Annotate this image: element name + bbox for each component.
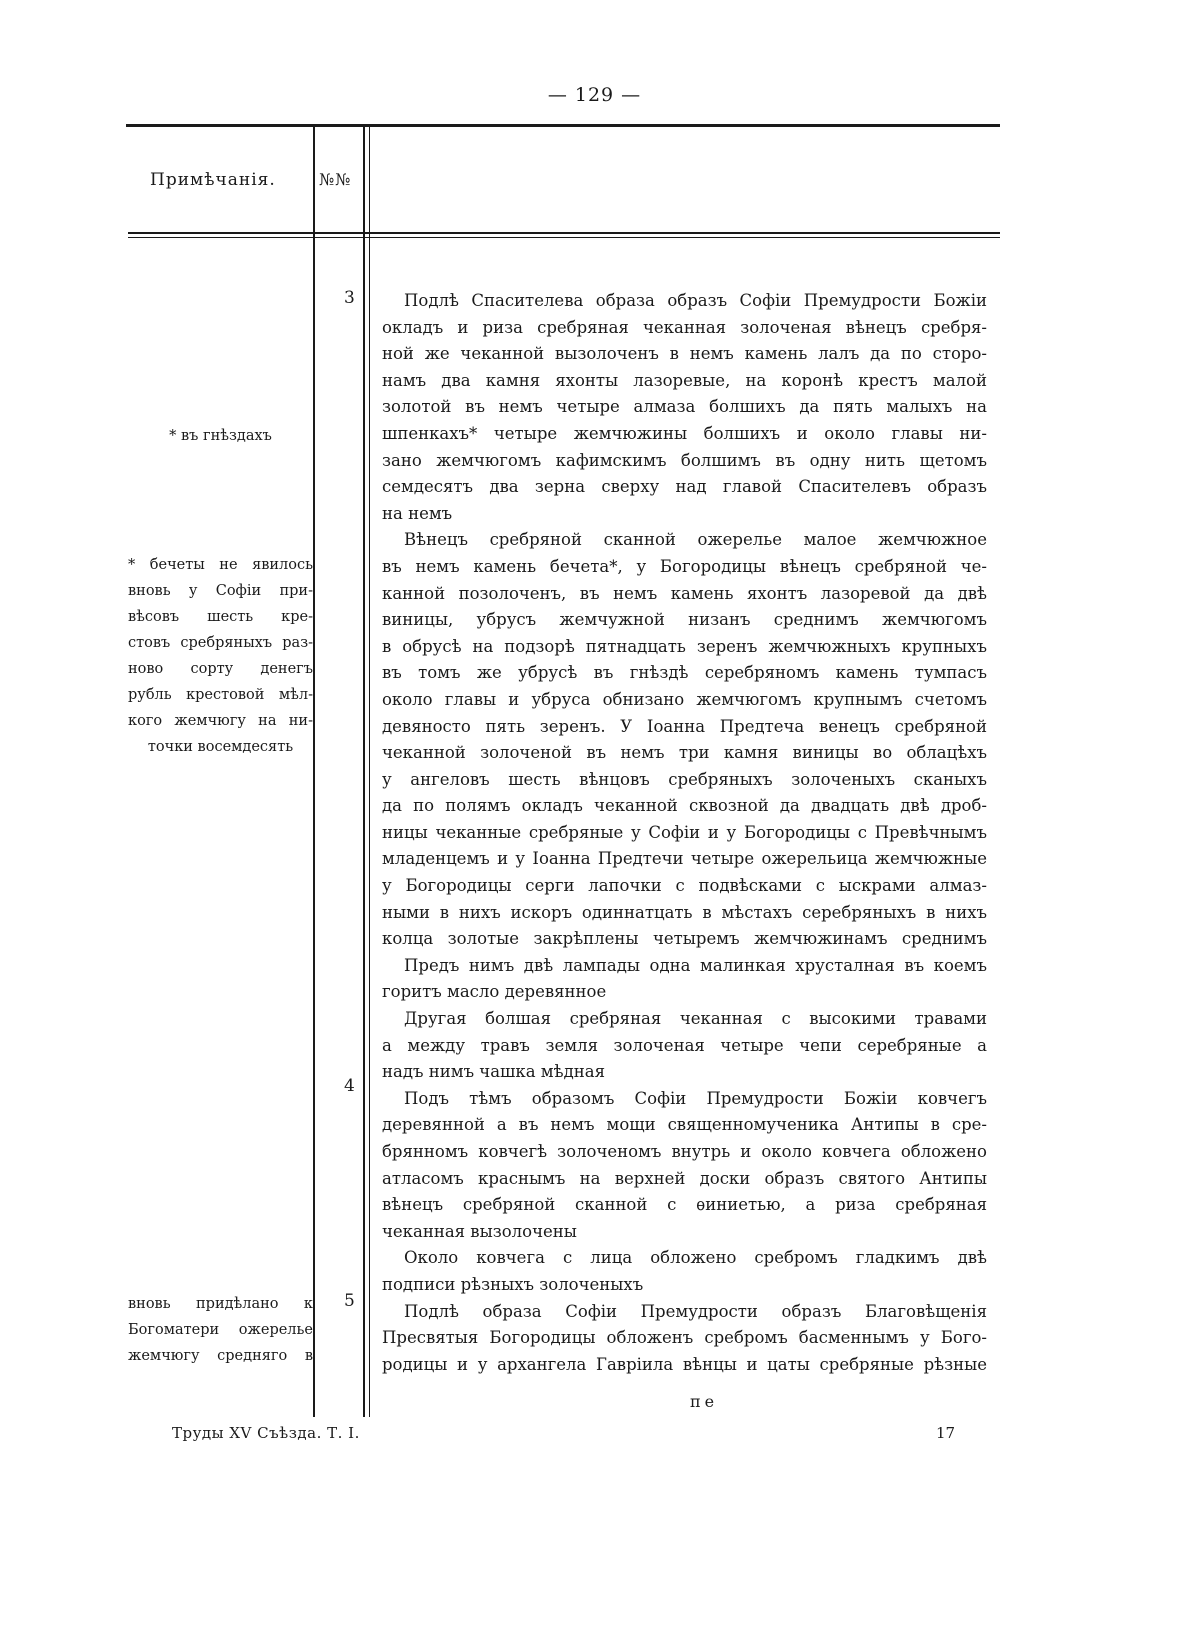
top-rule <box>126 124 1000 127</box>
note-line: Богоматери ожерелье <box>128 1322 313 1338</box>
text-line: у Богородицы серги лапочки с подвѣсками с ыскрами алмаз- <box>382 876 987 896</box>
text-line: младенцемъ и у Іоанна Предтечи четыре ожерельица жемчюжные <box>382 849 987 869</box>
text-line: горитъ масло деревянное <box>382 982 607 1002</box>
paragraph-2 <box>382 527 987 953</box>
text-line: зано жемчюгомъ кафимскимъ болшимъ въ одну нить щетомъ <box>382 450 987 470</box>
paragraph-5 <box>382 1086 987 1246</box>
text-line: виницы, убрусъ жемчужной низанъ среднимъ жемчюгомъ <box>382 610 987 630</box>
note-line: ново сорту денегъ <box>128 661 313 677</box>
note-1 <box>128 423 313 449</box>
text-line: брянномъ ковчегѣ золоченомъ внутрь и около ковчега обложено <box>382 1142 987 1161</box>
paragraph-4 <box>382 1006 987 1086</box>
note-line: стовъ сребряныхъ раз- <box>128 635 313 651</box>
note-line: точки восемдесять <box>147 739 294 755</box>
text-line: въ томъ же убрусѣ въ гнѣздѣ серебряномъ камень тумпасъ <box>382 663 987 683</box>
text-line: вѣнецъ сребряной сканной с ѳиниетью, а риза сребряная <box>382 1195 987 1215</box>
text-line: Подлѣ Спасителева образа образъ Софіи Премудрости Божіи <box>404 291 987 310</box>
paragraph-7 <box>382 1299 987 1379</box>
text-line: у ангеловъ шесть вѣнцовъ сребряныхъ золоченыхъ сканыхъ <box>382 769 987 789</box>
text-line: около главы и убруса обнизано жемчюгомъ крупнымъ счетомъ <box>382 689 987 709</box>
note-line: * въ гнѣздахъ <box>169 428 272 444</box>
text-line: чеканная вызолочены <box>382 1221 577 1241</box>
text-line: Около ковчега с лица обложено сребромъ гладкимъ двѣ <box>404 1248 987 1268</box>
footer-sheet-number: 17 <box>936 1424 956 1442</box>
note-3 <box>128 1291 313 1369</box>
text-line: на немъ <box>382 503 453 523</box>
text-line: ной же чеканной вызолоченъ в немъ камень лалъ да по сторо- <box>382 344 987 364</box>
text-line: а между травъ земля золоченая четыре чепи серебряные а <box>382 1035 987 1055</box>
text-line: Другая болшая сребряная чеканная с высокими травами <box>404 1009 987 1029</box>
numbers-column-header: №№ <box>319 170 352 189</box>
note-line: вновь придѣлано к <box>128 1296 313 1312</box>
text-line: въ немъ камень бечета*, у Богородицы вѣнецъ сребряной че- <box>382 556 987 576</box>
notes-divider <box>313 127 315 1417</box>
text-line: родицы и у архангела Гавріила вѣнцы и цаты сребряные рѣзные <box>382 1354 987 1374</box>
text-line: атласомъ краснымъ на верхней доски образъ святого Антипы <box>382 1168 987 1188</box>
text-line: Подлѣ образа Софіи Премудрости образъ Благовѣщенія <box>404 1301 987 1321</box>
text-line: в обрусѣ на подзорѣ пятнадцать зеренъ жемчюжныхъ крупныхъ <box>382 636 987 656</box>
text-line: ницы чеканные сребряные у Софіи и у Богородицы с Превѣчнымъ <box>382 822 987 842</box>
catchword: пе <box>690 1392 719 1411</box>
note-line: кого жемчюгу на ни- <box>128 713 313 729</box>
item-number-3: 3 <box>344 288 355 308</box>
text-line: девяносто пять зеренъ. У Іоанна Предтеча венецъ сребряной <box>382 716 987 736</box>
text-line: Подъ тѣмъ образомъ Софіи Премудрости Божіи ковчегъ <box>404 1088 987 1108</box>
text-line: Предъ нимъ двѣ лампады одна малинкая хрусталная въ коемъ <box>404 955 987 975</box>
item-number-4: 4 <box>344 1076 355 1096</box>
page-number: — 129 — <box>547 84 642 106</box>
text-line: чеканной золоченой въ немъ три камня виницы во облацѣхъ <box>382 743 987 763</box>
footer-signature: Труды XV Съѣзда. Т. I. <box>172 1424 360 1442</box>
numbers-divider-2 <box>369 127 370 1417</box>
text-line: намъ два камня яхонты лазоревые, на коронѣ крестъ малой <box>382 370 987 390</box>
text-line: окладъ и риза сребряная чеканная золоченая вѣнецъ сребря- <box>382 317 987 337</box>
text-line: ными в нихъ искоръ одиннатцать в мѣстахъ серебряныхъ в нихъ <box>382 902 987 922</box>
text-line: подписи рѣзныхъ золоченыхъ <box>382 1274 644 1294</box>
numbers-divider <box>363 127 365 1417</box>
note-2 <box>128 552 313 760</box>
main-text <box>382 288 987 1378</box>
paragraph-3 <box>382 953 987 1006</box>
text-line: семдесятъ два зерна сверху над главой Спасителевъ образъ <box>382 477 987 497</box>
note-line: * бечеты не явилось <box>128 557 313 573</box>
note-line: вѣсовъ шесть кре- <box>128 609 313 625</box>
text-line: канной позолоченъ, въ немъ камень яхонтъ лазоревой да двѣ <box>382 583 987 603</box>
header-rule-2 <box>128 237 1000 238</box>
item-number-5: 5 <box>344 1291 355 1311</box>
paragraph-1 <box>382 288 987 527</box>
text-line: шпенкахъ* четыре жемчюжины болшихъ и около главы ни- <box>382 423 987 443</box>
text-line: деревянной а въ немъ мощи священномученика Антипы в сре- <box>382 1115 987 1135</box>
text-line: да по полямъ окладъ чеканной сквозной да двадцать двѣ дроб- <box>382 796 987 816</box>
notes-column-header: Примѣчанія. <box>150 170 276 190</box>
text-line: Вѣнецъ сребряной сканной ожерелье малое жемчюжное <box>404 530 987 550</box>
text-line: надъ нимъ чашка мѣдная <box>382 1062 605 1082</box>
paragraph-6 <box>382 1245 987 1298</box>
header-rule <box>128 232 1000 234</box>
note-line: вновь у Софіи при- <box>128 583 313 599</box>
text-line: Пресвятыя Богородицы обложенъ сребромъ басменнымъ у Бого- <box>382 1328 987 1348</box>
text-line: золотой въ немъ четыре алмаза болшихъ да пять малыхъ на <box>382 397 987 417</box>
note-line: рубль крестовой мѣл- <box>128 687 313 703</box>
text-line: колца золотые закрѣплены четыремъ жемчюжинамъ среднимъ <box>382 929 987 949</box>
note-line: жемчюгу средняго в <box>128 1348 313 1364</box>
